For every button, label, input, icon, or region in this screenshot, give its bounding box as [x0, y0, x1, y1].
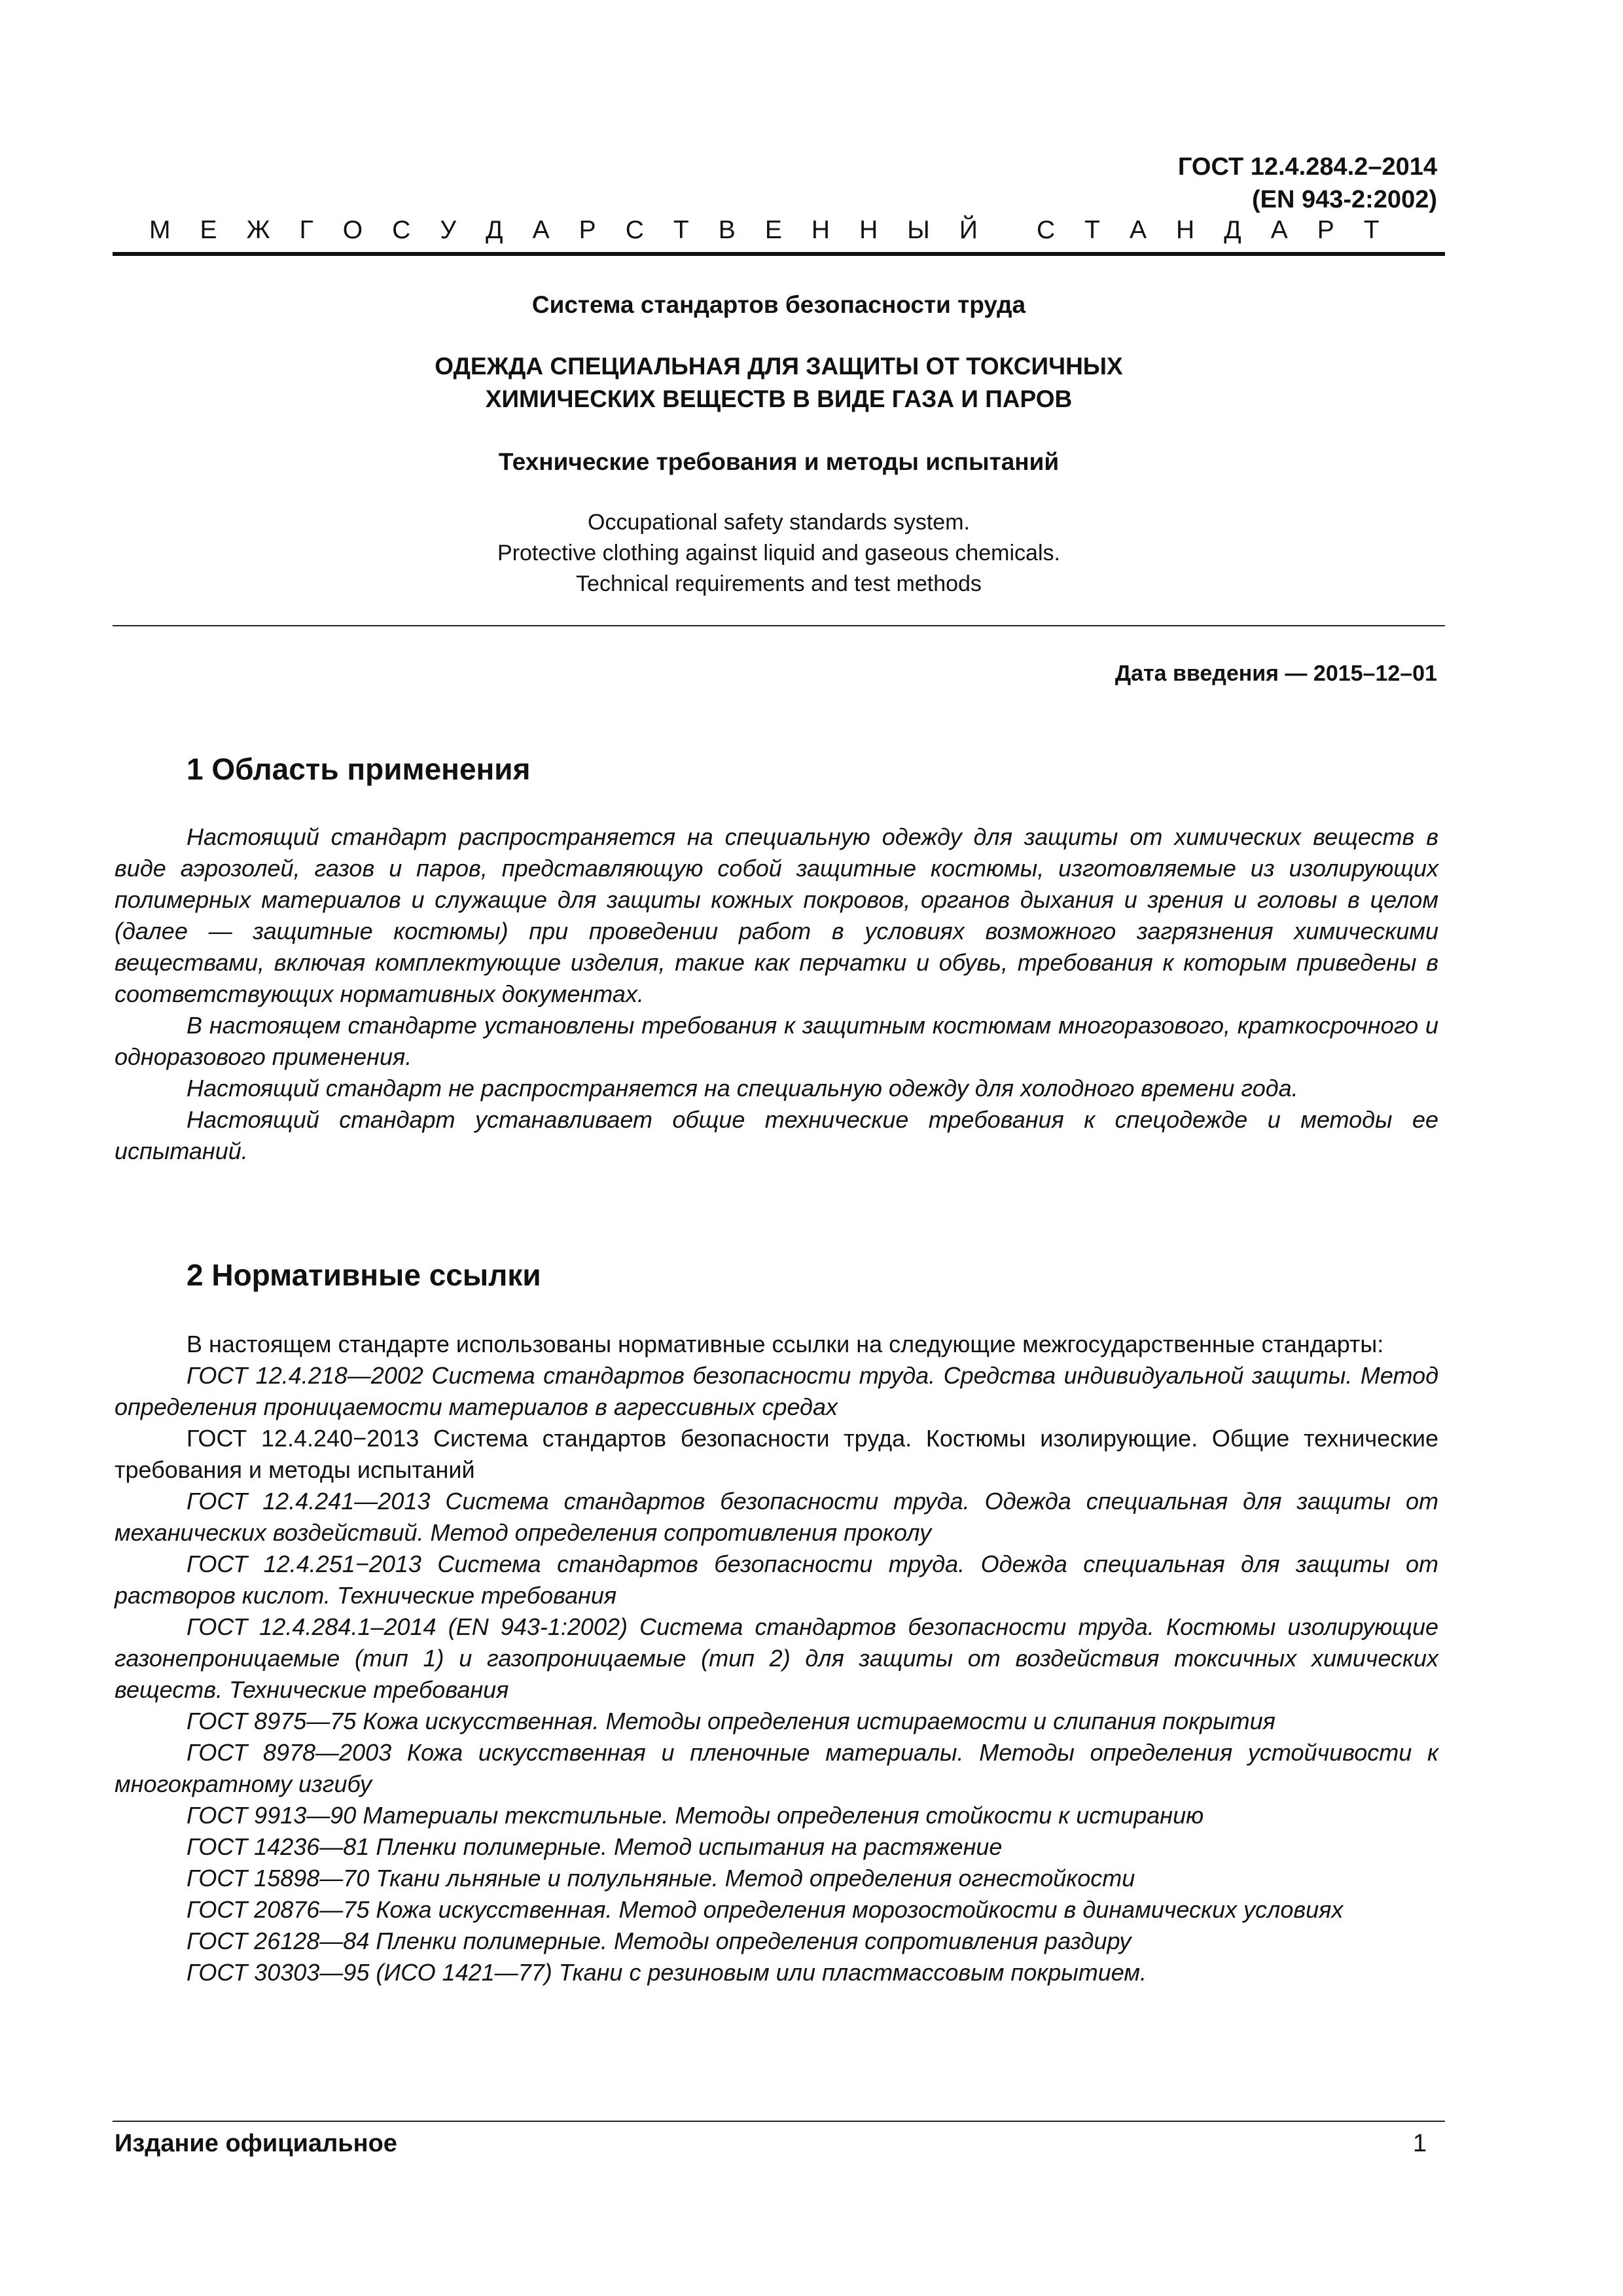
- banner-letter: Р: [1317, 216, 1334, 244]
- banner-letter: М: [149, 216, 171, 244]
- paragraph: В настоящем стандарте использованы нормативные ссылки на следующие межгосударственные стандарты:: [187, 1331, 1384, 1357]
- official-edition-label: Издание официальное: [115, 2130, 397, 2157]
- banner-letter: Е: [200, 216, 217, 244]
- banner-letter: А: [1270, 216, 1288, 244]
- reference-item: ГОСТ 12.4.251−2013 Система стандартов безопасности труда. Одежда специальная для защиты от растворов кислот. Технические требования: [115, 1551, 1438, 1609]
- banner-letter: Т: [673, 216, 689, 244]
- reference-item: ГОСТ 12.4.240−2013 Система стандартов безопасности труда. Костюмы изолирующие. Общие технические требования и методы испытаний: [115, 1425, 1438, 1483]
- introduction-date: Дата введения — 2015–12–01: [1115, 661, 1437, 686]
- banner-letter: С: [625, 216, 644, 244]
- banner-letter: С: [1036, 216, 1056, 244]
- banner-letter: А: [1130, 216, 1147, 244]
- banner-letter: Т: [1084, 216, 1100, 244]
- banner-letter: Й: [959, 216, 978, 244]
- reference-item: ГОСТ 14236—81 Пленки полимерные. Метод испытания на растяжение: [187, 1833, 1003, 1860]
- gost-number: ГОСТ 12.4.284.2–2014: [1177, 153, 1437, 181]
- title-divider: [113, 625, 1445, 626]
- document-title: [113, 350, 1445, 416]
- page-number: 1: [1412, 2130, 1427, 2157]
- reference-item: ГОСТ 8975—75 Кожа искусственная. Методы определения истираемости и слипания покрытия: [187, 1708, 1275, 1734]
- paragraph: Настоящий стандарт не распространяется на специальную одежду для холодного времени года.: [187, 1075, 1298, 1102]
- reference-item: ГОСТ 12.4.218—2002 Система стандартов безопасности труда. Средства индивидуальной защиты. Метод определения проницаемости материалов в агрессивных средах: [115, 1362, 1438, 1420]
- banner-letter: Н: [811, 216, 830, 244]
- reference-item: ГОСТ 8978—2003 Кожа искусственная и пленочные материалы. Методы определения устойчивости к многократному изгибу: [115, 1739, 1438, 1797]
- title-line: ОДЕЖДА СПЕЦИАЛЬНАЯ ДЛЯ ЗАЩИТЫ ОТ ТОКСИЧНЫХ: [435, 353, 1123, 380]
- document-subtitle: Технические требования и методы испытаний: [498, 448, 1060, 475]
- banner-letter: Ы: [907, 216, 930, 244]
- title-line: ХИМИЧЕСКИХ ВЕЩЕСТВ В ВИДЕ ГАЗА И ПАРОВ: [485, 386, 1073, 412]
- section-2-body: [115, 1329, 1438, 1988]
- banner-letter: Г: [299, 216, 313, 244]
- paragraph: Настоящий стандарт устанавливает общие технические требования к спецодежде и методы ее испытаний.: [115, 1106, 1438, 1164]
- reference-item: ГОСТ 12.4.241—2013 Система стандартов безопасности труда. Одежда специальная для защиты от механических воздействий. Метод определения сопротивления проколу: [115, 1488, 1438, 1546]
- standards-system-title: Система стандартов безопасности труда: [531, 291, 1026, 318]
- banner-letter: О: [342, 216, 363, 244]
- header-divider: [113, 252, 1445, 256]
- banner-letter: Д: [486, 216, 503, 244]
- english-title-line: Technical requirements and test methods: [576, 571, 982, 596]
- banner-letter: Д: [1224, 216, 1241, 244]
- banner-letter: Ж: [246, 216, 270, 244]
- section-1-body: [115, 821, 1438, 1167]
- reference-item: ГОСТ 20876—75 Кожа искусственная. Метод определения морозостойкости в динамических условиях: [187, 1896, 1344, 1923]
- section-2-heading: 2 Нормативные ссылки: [187, 1258, 541, 1292]
- banner-letter: С: [392, 216, 411, 244]
- english-title-line: Occupational safety standards system.: [588, 510, 970, 535]
- en-number: (EN 943-2:2002): [1251, 186, 1437, 213]
- reference-item: ГОСТ 26128—84 Пленки полимерные. Методы определения сопротивления раздиру: [187, 1928, 1132, 1954]
- footer-divider: [113, 2121, 1445, 2122]
- reference-item: ГОСТ 9913—90 Материалы текстильные. Методы определения стойкости к истиранию: [187, 1802, 1204, 1829]
- reference-item: ГОСТ 15898—70 Ткани льняные и полульняные. Метод определения огнестойкости: [187, 1865, 1135, 1892]
- banner-letter: Е: [764, 216, 782, 244]
- banner-letter: Н: [1176, 216, 1195, 244]
- reference-item: ГОСТ 30303—95 (ИСО 1421—77) Ткани с резиновым или пластмассовым покрытием.: [187, 1959, 1147, 1986]
- document-code: [1178, 151, 1437, 216]
- banner-letter: Т: [1363, 216, 1380, 244]
- banner-letter: В: [718, 216, 736, 244]
- banner-letter: Н: [859, 216, 878, 244]
- section-1-heading: 1 Область применения: [187, 752, 531, 786]
- interstate-standard-banner: [149, 214, 1380, 247]
- english-title: [113, 507, 1445, 600]
- english-title-line: Protective clothing against liquid and gaseous chemicals.: [497, 541, 1060, 565]
- banner-letter: А: [532, 216, 550, 244]
- paragraph: В настоящем стандарте установлены требования к защитным костюмам многоразового, краткосрочного и одноразового применения.: [115, 1012, 1438, 1070]
- reference-item: ГОСТ 12.4.284.1–2014 (EN 943-1:2002) Система стандартов безопасности труда. Костюмы изолирующие газонепроницаемые (тип 1) и газопроницаемые (тип 2) для защиты от воздействия токсичных химических веществ. Технические требования: [115, 1613, 1438, 1703]
- banner-letter: У: [440, 216, 457, 244]
- paragraph: Настоящий стандарт распространяется на специальную одежду для защиты от химических веществ в виде аэрозолей, газов и паров, представляющую собой защитные костюмы, изготовляемые из изолирующих полимерных материалов и служащие для защиты кожных покровов, органов дыхания и зрения и головы в целом (далее — защитные костюмы) при проведении работ в условиях возможного загрязнения химическими веществами, включая комплектующие изделия, такие как перчатки и обувь, требования к которым приведены в соответствующих нормативных документах.: [115, 823, 1438, 1007]
- banner-letter: Р: [579, 216, 596, 244]
